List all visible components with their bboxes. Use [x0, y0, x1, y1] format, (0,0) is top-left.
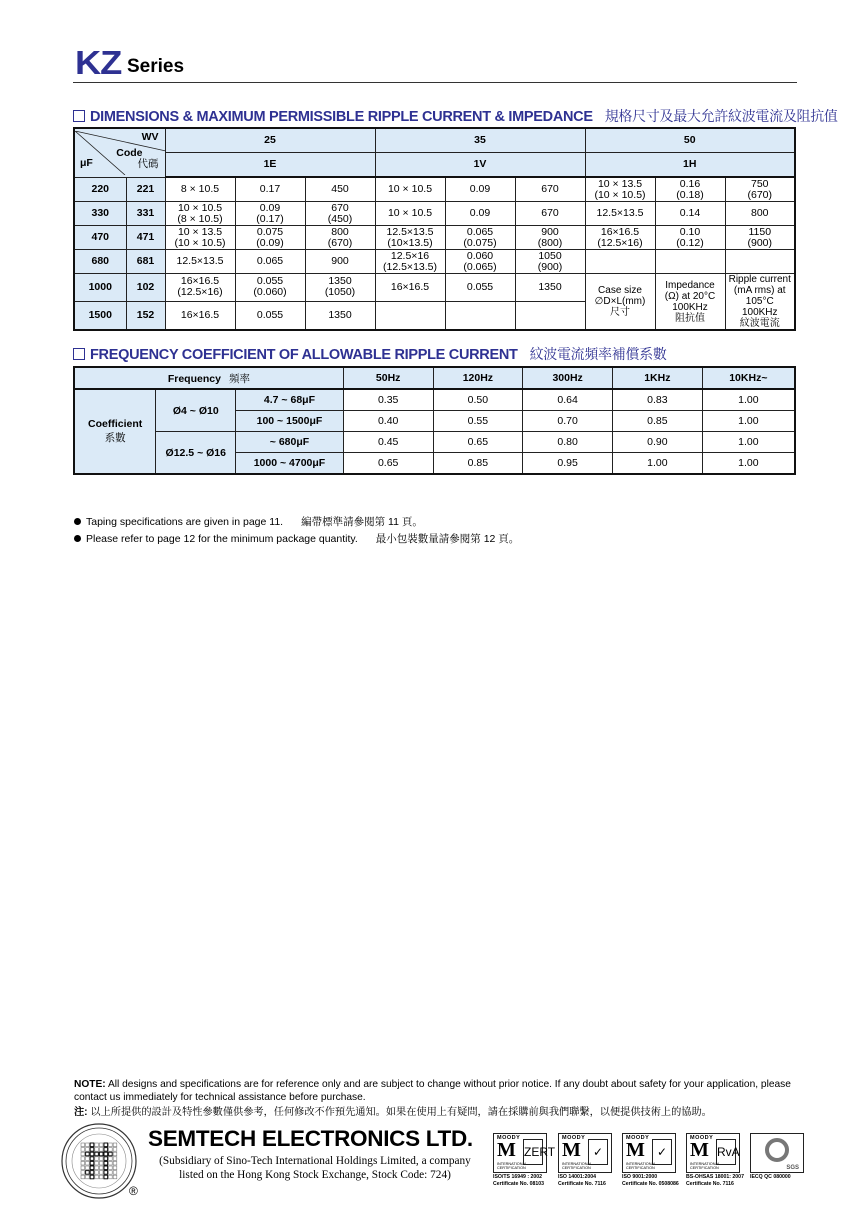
- impedance-cell: 0.075 (0.09): [235, 226, 305, 250]
- coefficient-value-cell: 1.00: [702, 432, 795, 453]
- certification-badge: [493, 1133, 556, 1187]
- case-size-cell: 12.5×13.5: [165, 250, 235, 274]
- wv-header-50: 50: [585, 128, 795, 153]
- moody-label: MOODY: [690, 1135, 714, 1141]
- ripple-current-cell: 450: [305, 177, 375, 202]
- impedance-cell: 0.10 (0.12): [655, 226, 725, 250]
- cert-standard: BS-OHSAS 18001: 2007: [686, 1174, 744, 1180]
- capacitance-range-cell: 1000 ~ 4700μF: [236, 453, 344, 475]
- impedance-cell: 0.09: [445, 177, 515, 202]
- sgs-label: SGS: [786, 1165, 799, 1171]
- series-code: KZ: [75, 44, 122, 81]
- ripple-current-cell: 1350: [305, 301, 375, 330]
- bullet-icon: [74, 518, 81, 525]
- code-cell: 221: [126, 177, 165, 202]
- moody-label: MOODY: [626, 1135, 650, 1141]
- coefficient-value-cell: 0.80: [523, 432, 613, 453]
- case-size-cell: 10 × 13.5 (10 × 10.5): [585, 177, 655, 202]
- impedance-cell: 0.14: [655, 202, 725, 226]
- registered-mark: ®: [129, 1184, 138, 1198]
- certification-badge: [558, 1133, 614, 1187]
- impedance-cell: [655, 250, 725, 274]
- impedance-cell: [445, 301, 515, 330]
- capacitance-cell: 1000: [74, 274, 126, 302]
- code-header-1V: 1V: [375, 153, 585, 178]
- code-cell: 681: [126, 250, 165, 274]
- moody-label: MOODY: [562, 1135, 586, 1141]
- ripple-current-cell: 670: [515, 202, 585, 226]
- freq-col-header: 1KHz: [612, 367, 702, 389]
- freq-col-header: 50Hz: [343, 367, 433, 389]
- cert-number: Certificate No. 7116: [686, 1181, 734, 1187]
- case-size-cell: [585, 250, 655, 274]
- ripple-current-cell: 1150 (900): [725, 226, 795, 250]
- intl-cert-text: INTERNATIONAL CERTIFICATION: [497, 1162, 528, 1170]
- note-taping: [74, 514, 423, 529]
- coefficient-label: Coefficient: [88, 418, 143, 430]
- cert-badge-frame: [558, 1133, 612, 1173]
- code-label-zh: 代碼: [137, 157, 159, 170]
- note-package: [74, 531, 519, 546]
- checkbox-square-icon: [73, 110, 85, 122]
- coefficient-value-cell: 0.90: [612, 432, 702, 453]
- dims-header-row-wv: [74, 128, 795, 153]
- cert-number: Certificate No. 08103: [493, 1181, 545, 1187]
- capacitance-range-cell: 4.7 ~ 68μF: [236, 389, 344, 411]
- footer-note-zh: [74, 1103, 712, 1118]
- case-size-cell: 12.5×13.5: [585, 202, 655, 226]
- capacitance-cell: 220: [74, 177, 126, 202]
- cert-standard: ISO 14001:2004: [558, 1174, 597, 1180]
- wv-header-25: 25: [165, 128, 375, 153]
- impedance-cell: 0.09: [445, 202, 515, 226]
- cert-standard: ISO/TS 16949 : 2002: [493, 1174, 543, 1180]
- uf-label: μF: [80, 156, 93, 169]
- coefficient-value-cell: 0.85: [612, 411, 702, 432]
- case-size-cell: [375, 301, 445, 330]
- coefficient-value-cell: 1.00: [702, 453, 795, 475]
- capacitance-cell: 470: [74, 226, 126, 250]
- coefficient-value-cell: 0.55: [433, 411, 523, 432]
- note-text-zh: 最小包裝數量請參閱第 12 頁。: [375, 533, 520, 545]
- cert-number: Certificate No. 7116: [558, 1181, 606, 1187]
- freq-section-title: [73, 344, 667, 364]
- code-cell: 331: [126, 202, 165, 226]
- impedance-cell: 0.17: [235, 177, 305, 202]
- coefficient-value-cell: 0.70: [523, 411, 613, 432]
- capacitance-range-cell: ~ 680μF: [236, 432, 344, 453]
- coefficient-value-cell: 0.65: [433, 432, 523, 453]
- moody-m-icon: M: [497, 1139, 516, 1161]
- ripple-current-cell: 1050 (900): [515, 250, 585, 274]
- frequency-label: Frequency: [167, 372, 221, 385]
- freq-title-zh: 紋波電流頻率補償系數: [529, 346, 667, 362]
- capacitance-cell: 330: [74, 202, 126, 226]
- dims-section-title: [73, 106, 838, 126]
- coefficient-value-cell: 0.40: [343, 411, 433, 432]
- code-label: Code: [116, 146, 143, 159]
- coefficient-value-cell: 1.00: [702, 411, 795, 432]
- table-row: [74, 226, 795, 250]
- freq-col-header: 120Hz: [433, 367, 523, 389]
- dims-title-zh: 規格尺寸及最大允許紋波電流及阻抗值: [604, 108, 838, 124]
- ripple-current-cell: 670 (450): [305, 202, 375, 226]
- coefficient-value-cell: 0.85: [433, 453, 523, 475]
- code-cell: 152: [126, 301, 165, 330]
- coefficient-value-cell: 0.50: [433, 389, 523, 411]
- impedance-cell: 0.055: [235, 301, 305, 330]
- dims-header-row-code: [74, 153, 795, 178]
- moody-label: MOODY: [497, 1135, 521, 1141]
- cert-badge-frame: [493, 1133, 556, 1173]
- company-subsidiary-text: (Subsidiary of Sino-Tech International Holdings Limited, a company listed on the Hong Kong Stock Exchange, Stock Code: 724): [159, 1155, 471, 1181]
- certification-badge: [686, 1133, 742, 1187]
- intl-cert-text: INTERNATIONAL CERTIFICATION: [690, 1162, 721, 1170]
- accreditation-mark-icon: ✓: [588, 1139, 608, 1165]
- frequency-header: [74, 367, 343, 389]
- case-size-cell: 16×16.5 (12.5×16): [585, 226, 655, 250]
- ripple-current-cell: 800 (670): [305, 226, 375, 250]
- intl-cert-text: INTERNATIONAL CERTIFICATION: [562, 1162, 593, 1170]
- note-body-zh: 以上所提供的設計及特性參數僅供參考，任何修改不作預先通知。如果在使用上有疑問，請在採購前與我們聯繫，以便提供技術上的協助。: [87, 1107, 712, 1118]
- table-row: [74, 202, 795, 226]
- code-header-1E: 1E: [165, 153, 375, 178]
- cert-badge-frame: [750, 1133, 804, 1173]
- note-label-zh: 注:: [74, 1107, 88, 1118]
- accreditation-mark-icon: RvA: [716, 1139, 736, 1165]
- ripple-current-cell: 800: [725, 202, 795, 226]
- case-diameter-cell: Ø12.5 ~ Ø16: [156, 432, 236, 475]
- company-name: SEMTECH ELECTRONICS LTD.: [148, 1126, 473, 1151]
- case-size-cell: 10 × 10.5 (8 × 10.5): [165, 202, 235, 226]
- coefficient-value-cell: 0.64: [523, 389, 613, 411]
- code-cell: 102: [126, 274, 165, 302]
- cert-number: Certificate No. 0508086: [622, 1181, 679, 1187]
- freq-col-header: 10KHz~: [702, 367, 795, 389]
- case-size-cell: 12.5×16 (12.5×13.5): [375, 250, 445, 274]
- accreditation-mark-icon: ✓: [652, 1139, 672, 1165]
- wv-header-35: 35: [375, 128, 585, 153]
- sgs-icon: [765, 1138, 789, 1162]
- cert-standard: ISO 9001:2000: [622, 1174, 658, 1180]
- note-text: Please refer to page 12 for the minimum package quantity.: [86, 533, 358, 545]
- cert-standard: IECQ QC 080000: [750, 1174, 791, 1180]
- coefficient-value-cell: 1.00: [612, 453, 702, 475]
- frequency-coefficient-table: [73, 366, 796, 475]
- impedance-cell: 0.09 (0.17): [235, 202, 305, 226]
- cert-badge-frame: [622, 1133, 676, 1173]
- dims-corner-cell: [74, 128, 165, 177]
- case-diameter-cell: Ø4 ~ Ø10: [156, 389, 236, 432]
- freq-header-row: [74, 367, 795, 389]
- impedance-cell: 0.065: [235, 250, 305, 274]
- table-row: [74, 389, 795, 411]
- wv-label: WV: [141, 130, 159, 143]
- code-header-1H: 1H: [585, 153, 795, 178]
- case-size-cell: 8 × 10.5: [165, 177, 235, 202]
- ripple-current-cell: 900 (800): [515, 226, 585, 250]
- moody-m-icon: M: [690, 1139, 709, 1161]
- table-row: [74, 432, 795, 453]
- company-logo-icon: [60, 1122, 138, 1200]
- table-row: [74, 274, 795, 302]
- frequency-label-zh: 頻率: [228, 372, 250, 385]
- coefficient-value-cell: 0.35: [343, 389, 433, 411]
- cert-badge-frame: [686, 1133, 740, 1173]
- series-title: [75, 44, 185, 81]
- legend-impedance: Impedance (Ω) at 20°C 100KHz 阻抗值: [655, 274, 725, 331]
- coefficient-value-cell: 0.45: [343, 432, 433, 453]
- impedance-cell: 0.060 (0.065): [445, 250, 515, 274]
- case-size-cell: 16×16.5 (12.5×16): [165, 274, 235, 302]
- note-body: All designs and specifications are for reference only and are subject to change without prior notice. If any doubt about safety for your application, please contact us immediately for technical assistance before purchase.: [74, 1079, 791, 1103]
- code-cell: 471: [126, 226, 165, 250]
- checkbox-square-icon: [73, 348, 85, 360]
- coefficient-value-cell: 0.65: [343, 453, 433, 475]
- table-row: [74, 177, 795, 202]
- moody-m-icon: M: [562, 1139, 581, 1161]
- capacitance-cell: 680: [74, 250, 126, 274]
- freq-title-en: FREQUENCY COEFFICIENT OF ALLOWABLE RIPPLE CURRENT: [90, 347, 518, 363]
- impedance-cell: 0.055 (0.060): [235, 274, 305, 302]
- legend-case-size: Case size ∅D×L(mm) 尺寸: [585, 274, 655, 331]
- bullet-icon: [74, 535, 81, 542]
- dimensions-table: [73, 127, 796, 331]
- ripple-current-cell: 1350: [515, 274, 585, 302]
- case-size-cell: 16×16.5: [375, 274, 445, 302]
- note-text: Taping specifications are given in page 11.: [86, 516, 284, 528]
- impedance-cell: 0.065 (0.075): [445, 226, 515, 250]
- impedance-cell: 0.055: [445, 274, 515, 302]
- accreditation-mark-icon: ZERT: [523, 1139, 543, 1165]
- intl-cert-text: INTERNATIONAL CERTIFICATION: [626, 1162, 657, 1170]
- corner-header: [75, 131, 165, 175]
- ripple-current-cell: 750 (670): [725, 177, 795, 202]
- case-size-cell: 10 × 13.5 (10 × 10.5): [165, 226, 235, 250]
- case-size-cell: 16×16.5: [165, 301, 235, 330]
- legend-ripple-current: Ripple current (mA rms) at 105°C 100KHz 紋波電流: [725, 274, 795, 331]
- series-label: Series: [127, 56, 185, 77]
- moody-m-icon: M: [626, 1139, 645, 1161]
- case-size-cell: 10 × 10.5: [375, 177, 445, 202]
- coefficient-label-cell: [74, 389, 156, 474]
- ripple-current-cell: 900: [305, 250, 375, 274]
- dims-title-en: DIMENSIONS & MAXIMUM PERMISSIBLE RIPPLE CURRENT & IMPEDANCE: [90, 109, 593, 125]
- coefficient-value-cell: 1.00: [702, 389, 795, 411]
- freq-col-header: 300Hz: [523, 367, 613, 389]
- ripple-current-cell: [515, 301, 585, 330]
- note-label: NOTE:: [74, 1079, 106, 1090]
- certification-badge: [622, 1133, 678, 1187]
- header-divider: [73, 82, 797, 83]
- coefficient-value-cell: 0.95: [523, 453, 613, 475]
- table-row: [74, 250, 795, 274]
- impedance-cell: 0.16 (0.18): [655, 177, 725, 202]
- capacitance-range-cell: 100 ~ 1500μF: [236, 411, 344, 432]
- case-size-cell: 10 × 10.5: [375, 202, 445, 226]
- ripple-current-cell: [725, 250, 795, 274]
- capacitance-cell: 1500: [74, 301, 126, 330]
- note-text-zh: 編帶標準請參閱第 11 頁。: [301, 516, 423, 528]
- coefficient-label-zh: 系數: [104, 432, 126, 444]
- case-size-cell: 12.5×13.5 (10×13.5): [375, 226, 445, 250]
- ripple-current-cell: 670: [515, 177, 585, 202]
- ripple-current-cell: 1350 (1050): [305, 274, 375, 302]
- certification-badge: [750, 1133, 806, 1181]
- coefficient-value-cell: 0.83: [612, 389, 702, 411]
- footer-note: [74, 1078, 804, 1104]
